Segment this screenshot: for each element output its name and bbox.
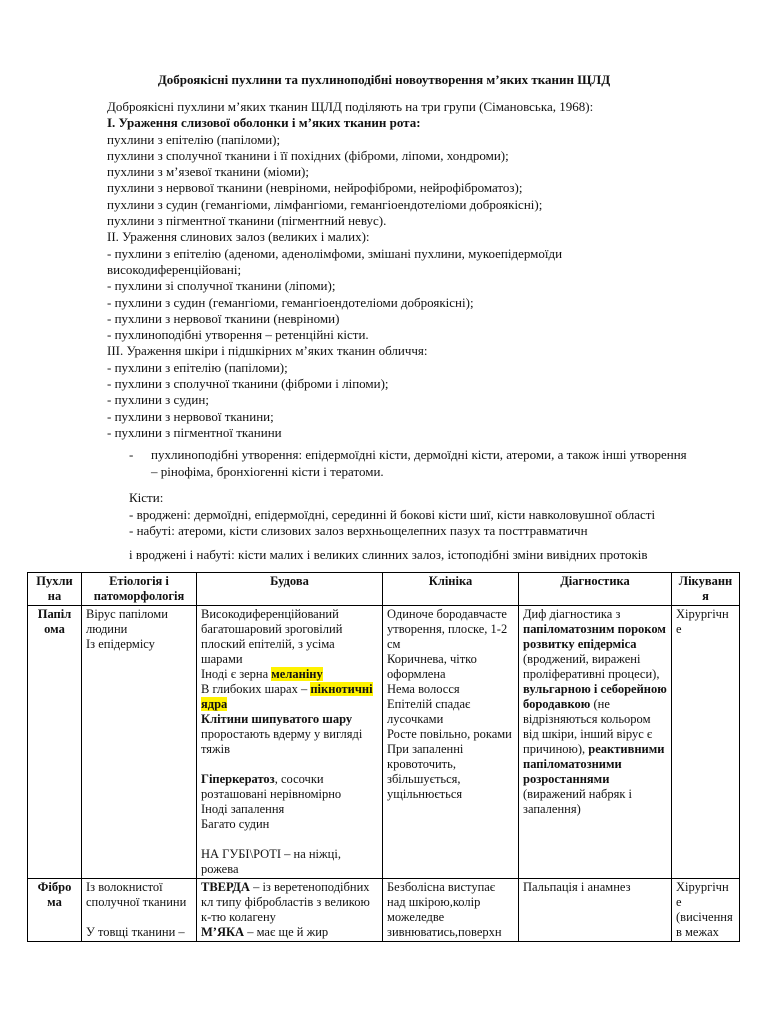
spacer (201, 832, 378, 847)
diag-text: (виражений набряк і запалення) (523, 787, 633, 816)
etiology-line: Із волокнистої сполучної тканини (86, 880, 187, 909)
etiology-line: У товщі тканини – (86, 925, 185, 939)
clinic-cell: Безболісна виступає над шкірою,колір можеледве зивнюватись,поверхн (383, 879, 519, 942)
structure-bold: М’ЯКА (201, 925, 245, 939)
structure-text: , сосочки розташовані нерівномірно (201, 772, 342, 801)
clinic-line: Коричнева, чітко оформлена (387, 652, 477, 681)
structure-text: В глибоких шарах – (201, 682, 311, 696)
structure-cell (197, 879, 383, 942)
clinic-line: Одиноче бородавчасте утворення, плоске, 1-2 см (387, 607, 508, 651)
header-structure: Будова (197, 573, 383, 606)
group2-item: - пухлини зі сполучної тканини (ліпоми); (107, 278, 336, 294)
group3-item: - пухлини з епітелію (папіломи); (107, 359, 288, 375)
tumor-name: Папіл ома (28, 606, 82, 879)
etiology-line: Вірус папіломи людини (86, 607, 168, 636)
clinic-line: При запаленні кровоточить, збільшується, ущільнюється (387, 742, 464, 801)
group1-item: пухлини з епітелію (папіломи); (107, 131, 281, 147)
structure-line (201, 880, 378, 925)
table-row (28, 606, 740, 879)
dash-item-line: – рінофіма, бронхіогенні кісти і тератоми. (151, 464, 384, 479)
intro-section (107, 99, 727, 441)
highlight-pyknotic-nuclei: пікнотичні ядра (201, 682, 373, 711)
structure-cell (197, 606, 383, 879)
group3-item: - пухлини з судин; (107, 392, 209, 408)
tumor-like-formations (129, 446, 719, 480)
etiology-cell (82, 879, 197, 942)
intro-lead: Доброякісні пухлини м’яких тканин ЩЛД поділяють на три групи (Сімановська, 1968): (107, 99, 594, 114)
structure-text: Іноді є зерна (201, 667, 272, 681)
cysts-both: і вроджені і набуті: кісти малих і великих слинних залоз, істоподібні зміни вивідних протоків (129, 547, 648, 562)
group3-item: - пухлини з нервової тканини; (107, 408, 274, 424)
group1-item: пухлини з м’язевої тканини (міоми); (107, 164, 309, 180)
diagnostics-cell (519, 606, 672, 879)
group2-title: ІІ. Ураження слинових залоз (великих і малих): (107, 229, 370, 245)
header-diagnostics: Діагностика (519, 573, 672, 606)
header-tumor: Пухли на (28, 573, 82, 606)
etiology-cell (82, 606, 197, 879)
structure-bold: Гіперкератоз (201, 772, 275, 786)
treatment-cell: Хірургічн е (672, 606, 740, 879)
structure-text: – із веретеноподібних кл типу фібробластів з великою к-тю колагену (201, 880, 370, 924)
group2-item: - пухлини з судин (гемангіоми, гемангіоендотеліоми доброякісні); (107, 294, 474, 310)
diag-text: Диф діагностика з (523, 607, 621, 621)
group1-item: пухлини з судин (гемангіоми, лімфангіоми, гемангіоендотеліоми доброякісні); (107, 196, 543, 212)
structure-bold: Клітини шипуватого шару (201, 712, 353, 726)
dash-item-line: пухлиноподібні утворення: епідермоїдні кісти, дермоїдні кісти, атероми, а також інші утворення (151, 447, 687, 462)
structure-line: Іноді запалення (201, 802, 285, 816)
cysts-section (129, 490, 729, 540)
structure-line: Багато судин (201, 817, 270, 831)
structure-text: – має ще й жир (244, 925, 329, 939)
table-header-row (28, 573, 740, 606)
cysts-acquired: - набуті: атероми, кісти слизових залоз верхньощелепних пазух та посттравматичн (129, 523, 588, 538)
group2-item: високодиференційовані; (107, 261, 242, 277)
tumor-table (27, 572, 740, 942)
structure-line (201, 772, 378, 802)
etiology-line: Із епідермісу (86, 637, 155, 651)
cysts-title: Кісти: (129, 490, 164, 505)
cysts-congenital: - вроджені: дермоїдні, епідермоїдні, серединні й бокові кісти шиї, кісти навколовушної області (129, 506, 656, 522)
structure-bold: ТВЕРДА (201, 880, 250, 894)
structure-text: проростають вдерму у вигляді тяжів (201, 727, 363, 756)
dash-bullet: - (129, 447, 134, 462)
group3-item: - пухлини з пігментної тканини (107, 424, 282, 440)
header-treatment: Лікуванн я (672, 573, 740, 606)
diag-bold: реактивними папіломатозними розростаннями (523, 742, 665, 786)
clinic-cell (383, 606, 519, 879)
structure-line (201, 925, 378, 940)
diag-text: (вроджений, виражені проліферативні процеси), (523, 652, 660, 681)
header-etiology: Етіологія і патоморфологія (82, 573, 197, 606)
highlight-melanin: меланіну (271, 667, 323, 681)
diag-text: (не відрізняються кольором від шкіри, інший вірус є причиною), (523, 697, 653, 756)
diagnostics-cell: Пальпація і анамнез (519, 879, 672, 942)
structure-line: НА ГУБІ\РОТІ – на ніжці, рожева (201, 847, 341, 876)
structure-line (201, 682, 378, 712)
group1-item: пухлини з сполучної тканини і її похідних (фіброми, ліпоми, хондроми); (107, 147, 509, 163)
table-row (28, 879, 740, 942)
group3-title: ІІІ. Ураження шкіри і підшкірних м’яких тканин обличчя: (107, 343, 428, 359)
group2-item: - пухлини з нервової тканини (невріноми) (107, 310, 340, 326)
group1-item: пухлини з пігментної тканини (пігментний невус). (107, 213, 387, 229)
structure-line (201, 667, 378, 682)
group1-title: І. Ураження слизової оболонки і м’яких тканин рота: (107, 115, 421, 131)
diag-bold: вульгарною і себорейною бородавкою (523, 682, 667, 711)
clinic-line: Нема волосся (387, 682, 460, 696)
group2-item: - пухлиноподібні утворення – ретенційні кісти. (107, 327, 369, 343)
spacer (201, 757, 378, 772)
tumor-name: Фібро ма (28, 879, 82, 942)
group2-item: - пухлини з епітелію (аденоми, аденолімфоми, змішані пухлини, мукоепідермоїди (107, 245, 563, 261)
group1-item: пухлини з нервової тканини (невріноми, нейрофіброми, нейрофіброматоз); (107, 180, 523, 196)
document-title: Доброякісні пухлини та пухлиноподібні новоутворення м’яких тканин ЩЛД (157, 72, 611, 87)
diag-bold: папіломатозним пороком розвитку епідерміса (523, 622, 666, 651)
treatment-cell: Хірургічн е (висічення в межах (672, 879, 740, 942)
header-clinic: Клініка (383, 573, 519, 606)
spacer (86, 910, 192, 925)
clinic-line: Росте повільно, роками (387, 727, 512, 741)
clinic-line: Епітелій спадає лусочками (387, 697, 471, 726)
structure-line: Високодиференційований багатошаровий зроговілий плоский епітелій, з усіма шарами (201, 607, 343, 666)
structure-line (201, 712, 378, 757)
group3-item: - пухлини з сполучної тканини (фіброми і ліпоми); (107, 376, 389, 392)
